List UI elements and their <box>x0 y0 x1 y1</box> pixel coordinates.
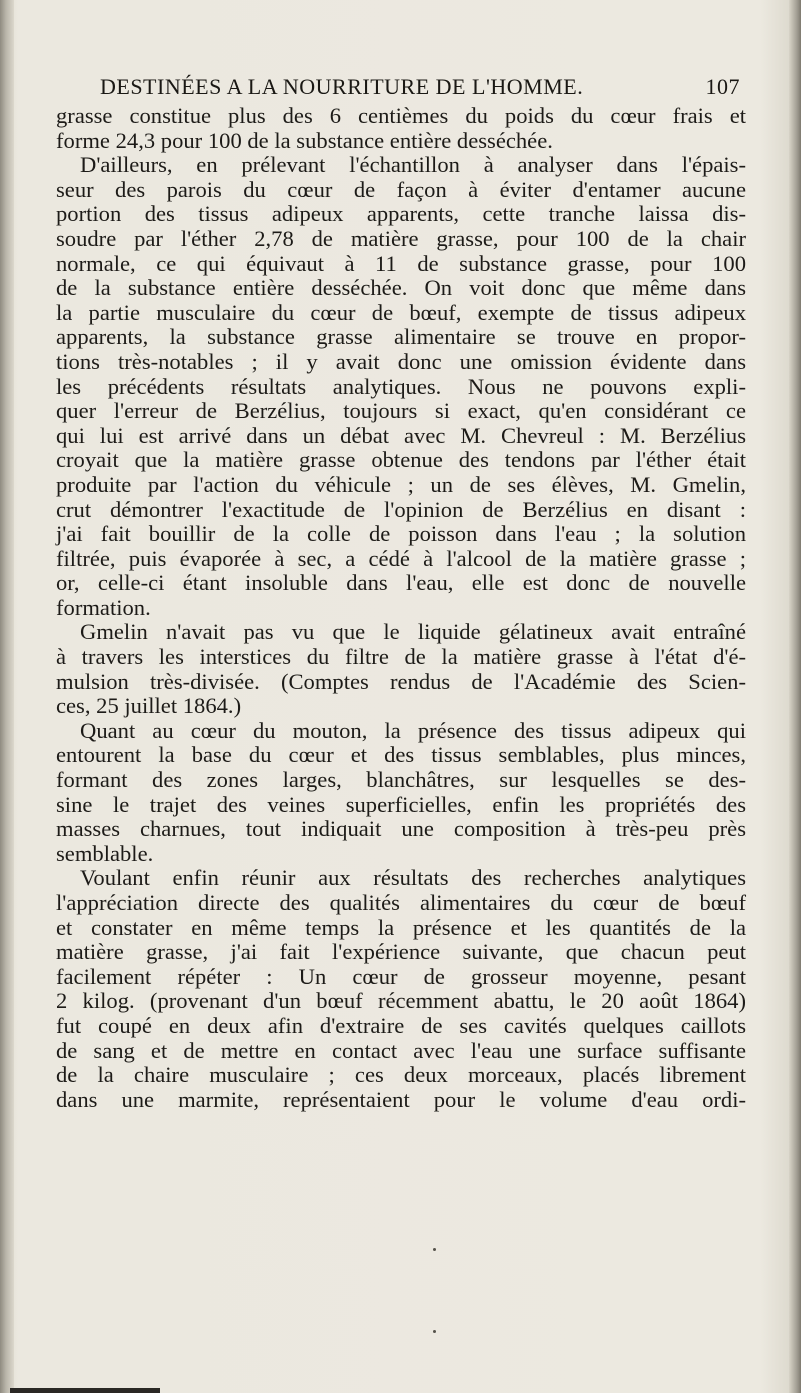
text-line: l'appréciation directe des qualités alimentaires du cœur de bœuf <box>56 890 746 915</box>
text-line: sine le trajet des veines superficielles, enfin les propriétés des <box>56 791 746 817</box>
text-line: forme 24,3 pour 100 de la substance entière desséchée. <box>56 127 553 153</box>
text-line: facilement répéter : Un cœur de grosseur moyenne, pesant <box>56 963 746 989</box>
paragraph-first-line: D'ailleurs, en prélevant l'échantillon à analyser dans l'épais- <box>80 152 746 178</box>
body-text <box>56 104 746 1112</box>
text-line: or, celle-ci étant insoluble dans l'eau, elle est donc de nouvelle <box>56 570 746 596</box>
page-number: 107 <box>705 74 740 99</box>
text-line: filtrée, puis évaporée à sec, a cédé à l'alcool de la matière grasse ; <box>56 545 746 571</box>
text-line: crut démontrer l'exactitude de l'opinion de Berzélius en disant : <box>56 496 746 522</box>
text-line: les précédents résultats analytiques. Nous ne pouvons expli- <box>56 373 746 399</box>
text-line: normale, ce qui équivaut à 11 de substance grasse, pour 100 <box>56 250 746 276</box>
text-line: ces, 25 juillet 1864.) <box>56 693 242 719</box>
text-line: grasse constitue plus des 6 centièmes du poids du cœur frais et <box>56 103 746 128</box>
text-line: dans une marmite, représentaient pour le volume d'eau ordi- <box>56 1086 746 1112</box>
text-line: à travers les interstices du filtre de la matière grasse à l'état d'é- <box>56 644 746 670</box>
text-line: semblable. <box>56 840 154 866</box>
text-line: et constater en même temps la présence et les quantités de la <box>56 914 746 940</box>
text-line: la partie musculaire du cœur de bœuf, exempte de tissus adipeux <box>56 299 746 325</box>
paragraph-first-line: Gmelin n'avait pas vu que le liquide gélatineux avait entraîné <box>80 619 746 645</box>
page-edge-shadow <box>789 0 801 1393</box>
text-line: de la substance entière desséchée. On voit donc que même dans <box>56 275 746 301</box>
running-head: DESTINÉES A LA NOURRITURE DE L'HOMME. <box>100 74 584 99</box>
paragraph-first-line: Quant au cœur du mouton, la présence des tissus adipeux qui <box>80 717 746 743</box>
text-line: entourent la base du cœur et des tissus semblables, plus minces, <box>56 742 746 768</box>
text-line: apparents, la substance grasse alimentaire se trouve en propor- <box>56 324 746 350</box>
text-line: formant des zones larges, blanchâtres, sur lesquelles se des- <box>56 767 746 793</box>
paragraph-first-line: Voulant enfin réunir aux résultats des recherches analytiques <box>80 865 746 891</box>
text-line: portion des tissus adipeux apparents, cette tranche laissa dis- <box>56 201 746 227</box>
page-binding-shadow <box>0 0 14 1393</box>
page-header <box>100 68 740 104</box>
text-line: de la chaire musculaire ; ces deux morceaux, placés librement <box>56 1062 746 1088</box>
text-line: matière grasse, j'ai fait l'expérience suivante, que chacun peut <box>56 939 746 965</box>
print-speck <box>433 1330 436 1333</box>
text-line: masses charnues, tout indiquait une composition à très-peu près <box>56 816 746 842</box>
text-line: fut coupé en deux afin d'extraire de ses cavités quelques caillots <box>56 1012 746 1038</box>
text-line: de sang et de mettre en contact avec l'eau une surface suffisante <box>56 1037 746 1063</box>
text-line: tions très-notables ; il y avait donc une omission évidente dans <box>56 348 746 374</box>
bottom-edge-rule <box>10 1388 160 1393</box>
text-line: quer l'erreur de Berzélius, toujours si exact, qu'en considérant ce <box>56 398 746 424</box>
text-line: j'ai fait bouillir de la colle de poisson dans l'eau ; la solution <box>56 521 746 547</box>
text-line: croyait que la matière grasse obtenue des tendons par l'éther était <box>56 447 746 473</box>
text-line: formation. <box>56 594 151 620</box>
text-line: soudre par l'éther 2,78 de matière grasse, pour 100 de la chair <box>56 225 746 251</box>
text-line: qui lui est arrivé dans un débat avec M. Chevreul : M. Berzélius <box>56 422 746 448</box>
print-speck <box>433 1248 436 1251</box>
text-line: 2 kilog. (provenant d'un bœuf récemment abattu, le 20 août 1864) <box>56 988 746 1014</box>
text-line: produite par l'action du véhicule ; un de ses élèves, M. Gmelin, <box>56 471 746 497</box>
text-line: mulsion très-divisée. (Comptes rendus de l'Académie des Scien- <box>56 668 746 694</box>
text-line: seur des parois du cœur de façon à éviter d'entamer aucune <box>56 176 746 202</box>
